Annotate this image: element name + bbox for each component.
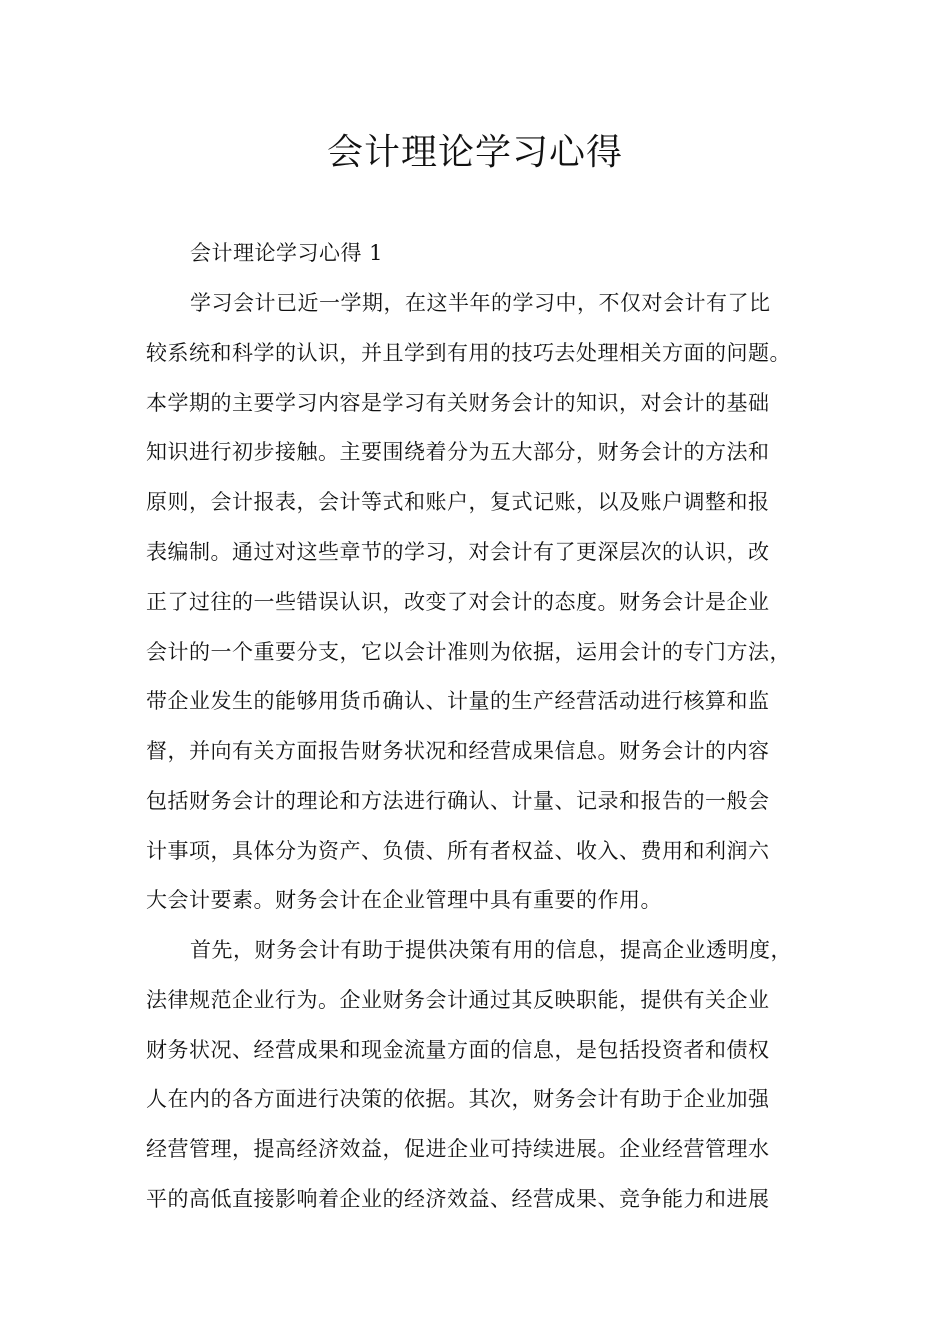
paragraph-line: 计事项，具体分为资产、负债、所有者权益、收入、费用和利润六: [146, 839, 770, 863]
paragraph-line: 学习会计已近一学期，在这半年的学习中，不仅对会计有了比: [190, 291, 771, 315]
paragraph-line: 表编制。通过对这些章节的学习，对会计有了更深层次的认识，改: [146, 540, 770, 564]
paragraph-line: 督，并向有关方面报告财务状况和经营成果信息。财务会计的内容: [146, 739, 770, 763]
paragraph-line: 原则，会计报表，会计等式和账户，复式记账，以及账户调整和报: [146, 490, 770, 514]
paragraph-line: 人在内的各方面进行决策的依据。其次，财务会计有助于企业加强: [146, 1087, 770, 1111]
paragraph-line: 较系统和科学的认识，并且学到有用的技巧去处理相关方面的问题。: [146, 341, 791, 365]
paragraph-line: 正了过往的一些错误认识，改变了对会计的态度。财务会计是企业: [146, 590, 770, 614]
paragraph-line: 大会计要素。财务会计在企业管理中具有重要的作用。: [146, 888, 662, 912]
paragraph-line: 本学期的主要学习内容是学习有关财务会计的知识，对会计的基础: [146, 391, 770, 415]
paragraph-line: 会计的一个重要分支，它以会计准则为依据，运用会计的专门方法，: [146, 640, 791, 664]
paragraph-line: 首先，财务会计有助于提供决策有用的信息，提高企业透明度，: [190, 938, 792, 962]
paragraph-line: 带企业发生的能够用货币确认、计量的生产经营活动进行核算和监: [146, 689, 770, 713]
document-title: 会计理论学习心得: [326, 132, 623, 173]
section-heading: 会计理论学习心得 1: [190, 241, 384, 265]
paragraph-line: 平的高低直接影响着企业的经济效益、经营成果、竞争能力和进展: [146, 1187, 770, 1211]
paragraph-line: 知识进行初步接触。主要围绕着分为五大部分，财务会计的方法和: [146, 440, 770, 464]
paragraph-line: 法律规范企业行为。企业财务会计通过其反映职能，提供有关企业: [146, 988, 770, 1012]
paragraph-line: 包括财务会计的理论和方法进行确认、计量、记录和报告的一般会: [146, 789, 770, 813]
paragraph-line: 经营管理，提高经济效益，促进企业可持续进展。企业经营管理水: [146, 1137, 770, 1161]
paragraph-line: 财务状况、经营成果和现金流量方面的信息，是包括投资者和债权: [146, 1038, 770, 1062]
